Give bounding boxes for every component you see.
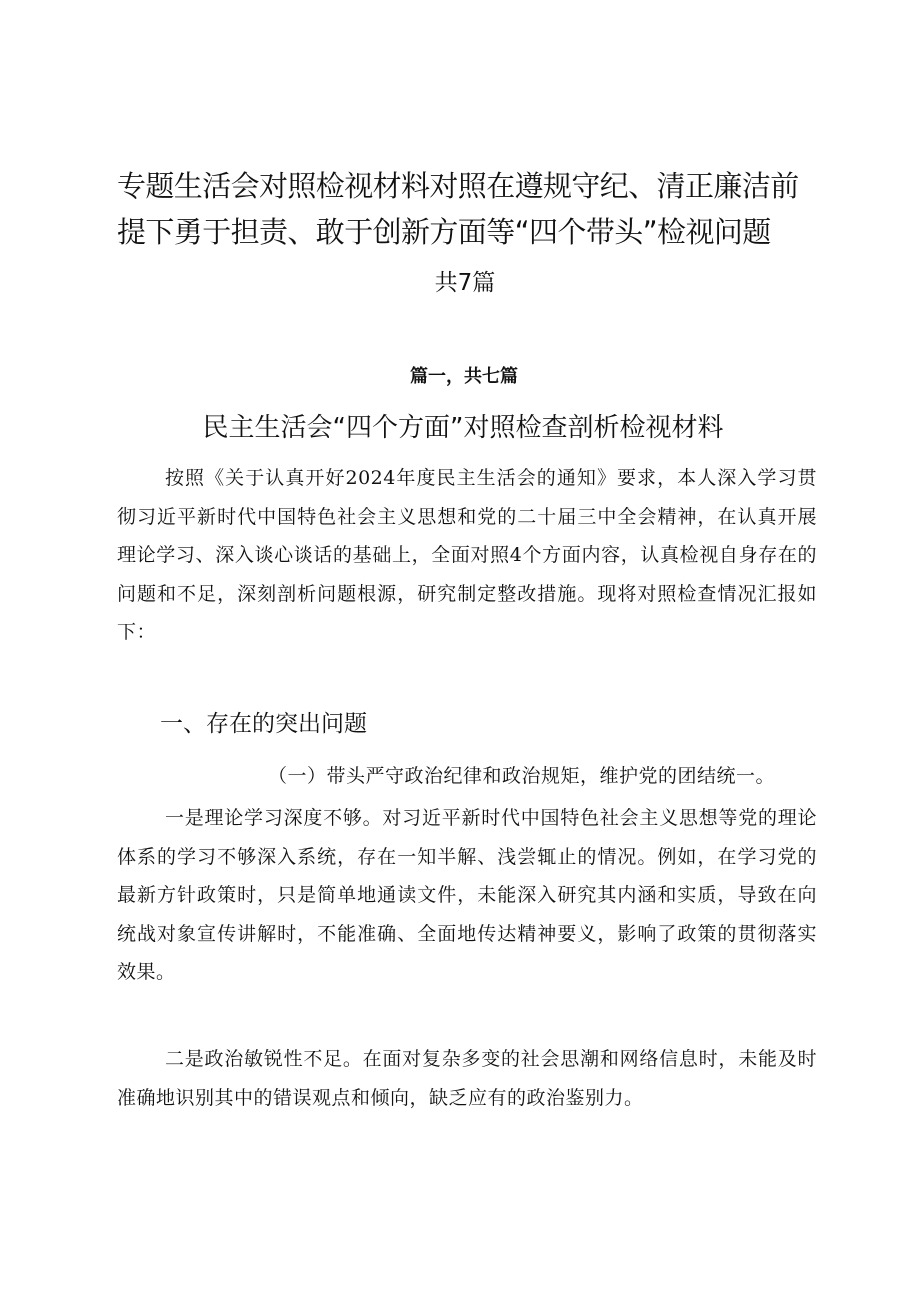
article-title: 民主生活会“四个方面”对照检查剖析检视材料 [202, 413, 724, 443]
document-title: 专题生活会对照检视材料对照在遵规守纪、清正廉洁前提下勇于担责、敢于创新方面等“四个带头”检视问题 [117, 169, 799, 249]
body-paragraph-1: 一是理论学习深度不够。对习近平新时代中国特色社会主义思想等党的理论体系的学习不够深入系统，存在一知半解、浅尝辄止的情况。例如，在学习党的最新方针政策时，只是简单地通读文件，未能深入研究其内涵和实质，导致在向统战对象宣传讲解时，不能准确、全面地传达精神要义，影响了政策的贯彻落实效果。 [117, 807, 817, 983]
section-heading: 一、存在的突出问题 [160, 711, 367, 737]
document-subtitle: 共7篇 [434, 270, 496, 296]
sub-heading: （一）带头严守政治纪律和政治规矩，维护党的团结统一。 [268, 765, 776, 787]
body-paragraph-2: 二是政治敏锐性不足。在面对复杂多变的社会思潮和网络信息时，未能及时准确地识别其中的错误观点和倾向，缺乏应有的政治鉴别力。 [117, 1048, 817, 1109]
intro-paragraph: 按照《关于认真开好2024年度民主生活会的通知》要求，本人深入学习贯彻习近平新时代中国特色社会主义思想和党的二十届三中全会精神，在认真开展理论学习、深入谈心谈话的基础上，全面对照4个方面内容，认真检视自身存在的问题和不足，深刻剖析问题根源，研究制定整改措施。现将对照检查情况汇报如下： [117, 467, 817, 643]
part-label: 篇一，共七篇 [410, 366, 518, 387]
